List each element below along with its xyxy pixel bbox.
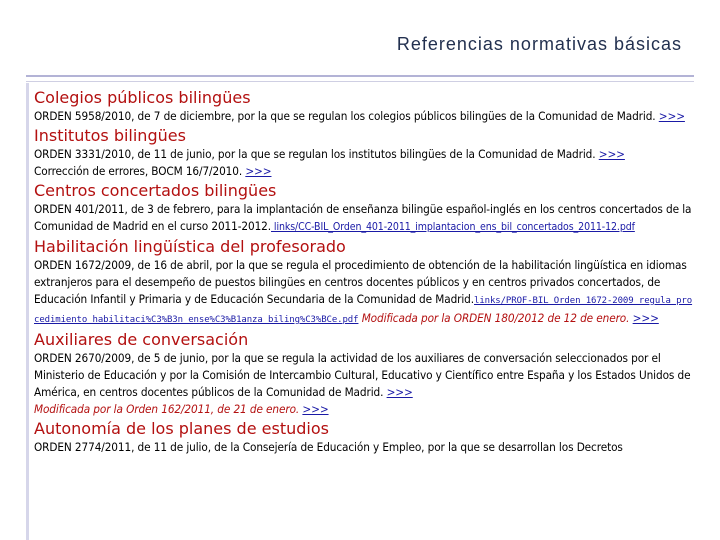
more-link[interactable]: >>> [632,311,659,325]
section-heading: Colegios públicos bilingües [34,88,251,107]
section-auxiliares [34,330,694,418]
section-text: ORDEN 3331/2010, de 11 de junio, por la que se regulan los institutos bilingües de la Comunidad de Madrid. >>> Corrección de errores, BOCM 16/7/2010. >>> [34,147,625,178]
section-heading: Autonomía de los planes de estudios [34,419,329,438]
section-institutos [34,126,694,180]
section-colegios [34,88,694,125]
section-text: ORDEN 2774/2011, de 11 de julio, de la Consejería de Educación y Empleo, por la que se desarrollan los Decretos [34,440,623,454]
content-left-border [26,83,29,540]
page-title: Referencias normativas básicas [396,34,682,54]
section-heading: Habilitación lingüística del profesorado [34,237,346,256]
pdf-link[interactable]: links/PROF-BIL_Orden_1672-2009_regula_procedimiento_habilitaci%C3%B3n_ense%C3%B1anza_biling%C3%BCe.pdf [34,296,693,325]
section-text: ORDEN 5958/2010, de 7 de diciembre, por la que se regulan los colegios públicos bilingües de la Comunidad de Madrid. >>> [34,109,685,123]
more-link[interactable]: >>> [598,147,625,161]
title-divider [26,75,694,77]
more-link[interactable]: >>> [658,109,685,123]
section-heading: Auxiliares de conversación [34,330,249,349]
modification-link[interactable]: >>> [302,402,329,416]
correction-link[interactable]: >>> [245,164,272,178]
more-link[interactable]: >>> [386,385,413,399]
section-heading: Institutos bilingües [34,126,186,145]
modification-note: Modificada por la Orden 162/2011, de 21 de enero. [34,402,300,416]
section-heading: Centros concertados bilingües [34,181,277,200]
section-habilitacion [34,237,694,329]
modification-note: Modificada por la ORDEN 180/2012 de 12 de enero. [361,311,630,325]
section-text: ORDEN 2670/2009, de 5 de junio, por la que se regula la actividad de los auxiliares de conversación seleccionados por el Ministerio de Educación y por la Comisión de Intercambio Cultural, Educativo y Científico entre España y los Estados Unidos de América, en centros docentes públicos de la Comunidad de Madrid. >>> Modificada por la Orden 162/2011, de 21 de enero. >>> [34,351,691,416]
section-autonomia [34,419,694,456]
section-concertados [34,181,694,236]
content-area [34,88,694,457]
title-divider-thin [26,81,694,82]
section-text: ORDEN 401/2011, de 3 de febrero, para la implantación de enseñanza bilingüe español-inglés en los centros concertados de la Comunidad de Madrid en el curso 2011-2012. links/CC-BIL_Orden_401-2011_implantacion_ens_bil_concertados_2011-12.pdf [34,202,692,233]
section-text: ORDEN 1672/2009, de 16 de abril, por la que se regula el procedimiento de obtención de la habilitación lingüística en idiomas extranjeros para el desempeño de puestos bilingües en centros docentes públicos y en centros privados concertados, de Educación Infantil y Primaria y de Educación Secundaria de la Comunidad de Madrid.links/PROF-BIL_Orden_1672-2009_regula_procedimiento_habilitaci%C3%B3n_ense%C3%B1anza_biling%C3%BCe.pdf Modificada por la ORDEN 180/2012 de 12 de enero. >>> [34,258,693,325]
pdf-link[interactable]: links/CC-BIL_Orden_401-2011_implantacion_ens_bil_concertados_2011-12.pdf [271,221,635,233]
